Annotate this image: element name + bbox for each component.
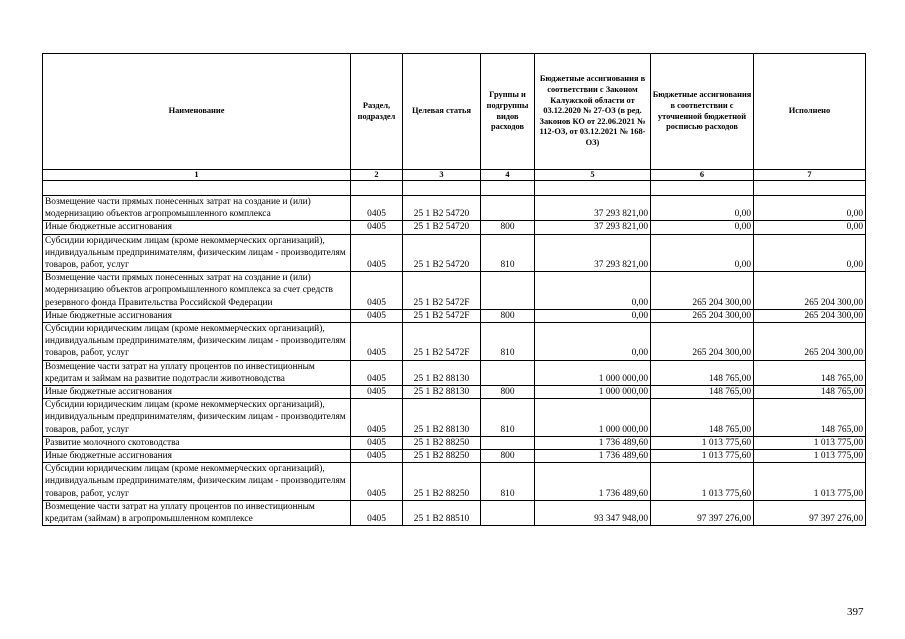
row-target-cell: 25 1 B2 88130 [403,386,481,399]
row-executed-amount-cell: 0,00 [754,221,866,234]
table-row [43,196,866,221]
row-revised-amount-cell: 265 204 300,00 [651,323,754,361]
row-name-cell: Возмещение части затрат на уплату процентов по инвестиционным кредитам и займам на развитие подотрасли животноводства [43,360,351,385]
table-row [43,463,866,501]
row-section-cell: 0405 [351,463,403,501]
row-law-amount-cell: 37 293 821,00 [535,196,651,221]
row-name-cell: Субсидии юридическим лицам (кроме некоммерческих организаций), индивидуальным предпринимателям, физическим лицам - производителям товаров, работ, услуг [43,463,351,501]
row-name-cell: Возмещение части прямых понесенных затрат на создание и (или) модернизацию объектов агропромышленного комплекса за счет средств резервного фонда Правительства Российской Федерации [43,272,351,310]
row-section-cell: 0405 [351,360,403,385]
row-executed-amount-cell: 1 013 775,00 [754,436,866,449]
row-revised-amount-cell: 1 013 775,60 [651,436,754,449]
row-name-cell: Иные бюджетные ассигнования [43,386,351,399]
row-revised-amount-cell: 148 765,00 [651,399,754,437]
row-target-cell: 25 1 B2 5472F [403,272,481,310]
table-row [43,450,866,463]
spacer-row [43,181,866,196]
budget-table [42,53,866,526]
row-law-amount-cell: 1 736 489,60 [535,450,651,463]
row-executed-amount-cell: 265 204 300,00 [754,323,866,361]
table-row [43,234,866,272]
table-row [43,436,866,449]
row-revised-amount-cell: 1 013 775,60 [651,463,754,501]
row-executed-amount-cell: 265 204 300,00 [754,309,866,322]
row-executed-amount-cell: 148 765,00 [754,386,866,399]
row-revised-amount-cell: 0,00 [651,196,754,221]
spacer-cell [43,181,351,196]
column-number: 2 [351,170,403,181]
table-row [43,386,866,399]
row-executed-amount-cell: 1 013 775,00 [754,463,866,501]
row-group-cell: 810 [481,234,535,272]
row-name-cell: Иные бюджетные ассигнования [43,221,351,234]
row-group-cell: 800 [481,450,535,463]
page-number: 397 [847,606,864,618]
row-executed-amount-cell: 0,00 [754,234,866,272]
row-law-amount-cell: 1 000 000,00 [535,360,651,385]
row-section-cell: 0405 [351,450,403,463]
row-revised-amount-cell: 148 765,00 [651,360,754,385]
row-law-amount-cell: 0,00 [535,323,651,361]
row-target-cell: 25 1 B2 88250 [403,436,481,449]
column-number: 1 [43,170,351,181]
table-row [43,323,866,361]
row-law-amount-cell: 1 000 000,00 [535,386,651,399]
spacer-cell [403,181,481,196]
row-section-cell: 0405 [351,221,403,234]
row-executed-amount-cell: 265 204 300,00 [754,272,866,310]
row-law-amount-cell: 0,00 [535,272,651,310]
row-target-cell: 25 1 B2 54720 [403,234,481,272]
table-row [43,399,866,437]
row-law-amount-cell: 37 293 821,00 [535,234,651,272]
header-executed: Исполнено [754,54,866,170]
row-group-cell [481,436,535,449]
spacer-cell [481,181,535,196]
row-group-cell [481,360,535,385]
table-row [43,309,866,322]
row-section-cell: 0405 [351,386,403,399]
spacer-cell [351,181,403,196]
row-target-cell: 25 1 B2 54720 [403,221,481,234]
row-section-cell: 0405 [351,234,403,272]
row-group-cell: 800 [481,221,535,234]
row-revised-amount-cell: 265 204 300,00 [651,309,754,322]
row-section-cell: 0405 [351,309,403,322]
row-executed-amount-cell: 97 397 276,00 [754,500,866,525]
table-row [43,272,866,310]
row-target-cell: 25 1 B2 88250 [403,450,481,463]
row-group-cell: 810 [481,323,535,361]
row-law-amount-cell: 1 000 000,00 [535,399,651,437]
column-number: 6 [651,170,754,181]
row-revised-amount-cell: 97 397 276,00 [651,500,754,525]
column-number: 3 [403,170,481,181]
row-name-cell: Возмещение части затрат на уплату процентов по инвестиционным кредитам (займам) в агропромышленном комплексе [43,500,351,525]
row-section-cell: 0405 [351,436,403,449]
row-executed-amount-cell: 0,00 [754,196,866,221]
row-revised-amount-cell: 265 204 300,00 [651,272,754,310]
row-section-cell: 0405 [351,323,403,361]
row-group-cell [481,272,535,310]
row-executed-amount-cell: 148 765,00 [754,399,866,437]
row-name-cell: Субсидии юридическим лицам (кроме некоммерческих организаций), индивидуальным предпринимателям, физическим лицам - производителям товаров, работ, услуг [43,399,351,437]
row-law-amount-cell: 1 736 489,60 [535,463,651,501]
row-name-cell: Субсидии юридическим лицам (кроме некоммерческих организаций), индивидуальным предпринимателям, физическим лицам - производителям товаров, работ, услуг [43,323,351,361]
row-revised-amount-cell: 148 765,00 [651,386,754,399]
row-section-cell: 0405 [351,272,403,310]
row-target-cell: 25 1 B2 5472F [403,323,481,361]
row-target-cell: 25 1 B2 88510 [403,500,481,525]
row-group-cell [481,196,535,221]
header-target: Целевая статья [403,54,481,170]
row-name-cell: Иные бюджетные ассигнования [43,450,351,463]
row-revised-amount-cell: 0,00 [651,221,754,234]
column-number: 5 [535,170,651,181]
row-section-cell: 0405 [351,196,403,221]
row-group-cell: 810 [481,463,535,501]
spacer-cell [651,181,754,196]
table-row [43,221,866,234]
row-group-cell: 800 [481,309,535,322]
header-revised-allocations: Бюджетные ассигнования в соответствии с уточненной бюджетной росписью расходов [651,54,754,170]
row-law-amount-cell: 1 736 489,60 [535,436,651,449]
row-revised-amount-cell: 1 013 775,60 [651,450,754,463]
row-group-cell: 810 [481,399,535,437]
spacer-cell [754,181,866,196]
table-row [43,500,866,525]
header-name: Наименование [43,54,351,170]
row-group-cell: 800 [481,386,535,399]
row-name-cell: Развитие молочного скотоводства [43,436,351,449]
header-section: Раздел, подраздел [351,54,403,170]
row-law-amount-cell: 93 347 948,00 [535,500,651,525]
row-target-cell: 25 1 B2 88250 [403,463,481,501]
spacer-cell [535,181,651,196]
column-number: 4 [481,170,535,181]
row-group-cell [481,500,535,525]
row-name-cell: Возмещение части прямых понесенных затрат на создание и (или) модернизацию объектов агропромышленного комплекса [43,196,351,221]
header-law-allocations: Бюджетные ассигнования в соответствии с Законом Калужской области от 03.12.2020 № 27-ОЗ (в ред. Законов КО от 22.06.2021 № 112-ОЗ, от 03.12.2021 № 168-ОЗ) [535,54,651,170]
row-target-cell: 25 1 B2 88130 [403,360,481,385]
row-revised-amount-cell: 0,00 [651,234,754,272]
row-executed-amount-cell: 1 013 775,00 [754,450,866,463]
header-group: Группы и подгруппы видов расходов [481,54,535,170]
row-target-cell: 25 1 B2 88130 [403,399,481,437]
row-law-amount-cell: 37 293 821,00 [535,221,651,234]
row-name-cell: Иные бюджетные ассигнования [43,309,351,322]
row-section-cell: 0405 [351,500,403,525]
row-target-cell: 25 1 B2 54720 [403,196,481,221]
row-section-cell: 0405 [351,399,403,437]
column-number: 7 [754,170,866,181]
row-law-amount-cell: 0,00 [535,309,651,322]
table-header-row [43,54,866,170]
row-name-cell: Субсидии юридическим лицам (кроме некоммерческих организаций), индивидуальным предпринимателям, физическим лицам - производителям товаров, работ, услуг [43,234,351,272]
column-number-row [43,170,866,181]
table-row [43,360,866,385]
row-executed-amount-cell: 148 765,00 [754,360,866,385]
row-target-cell: 25 1 B2 5472F [403,309,481,322]
